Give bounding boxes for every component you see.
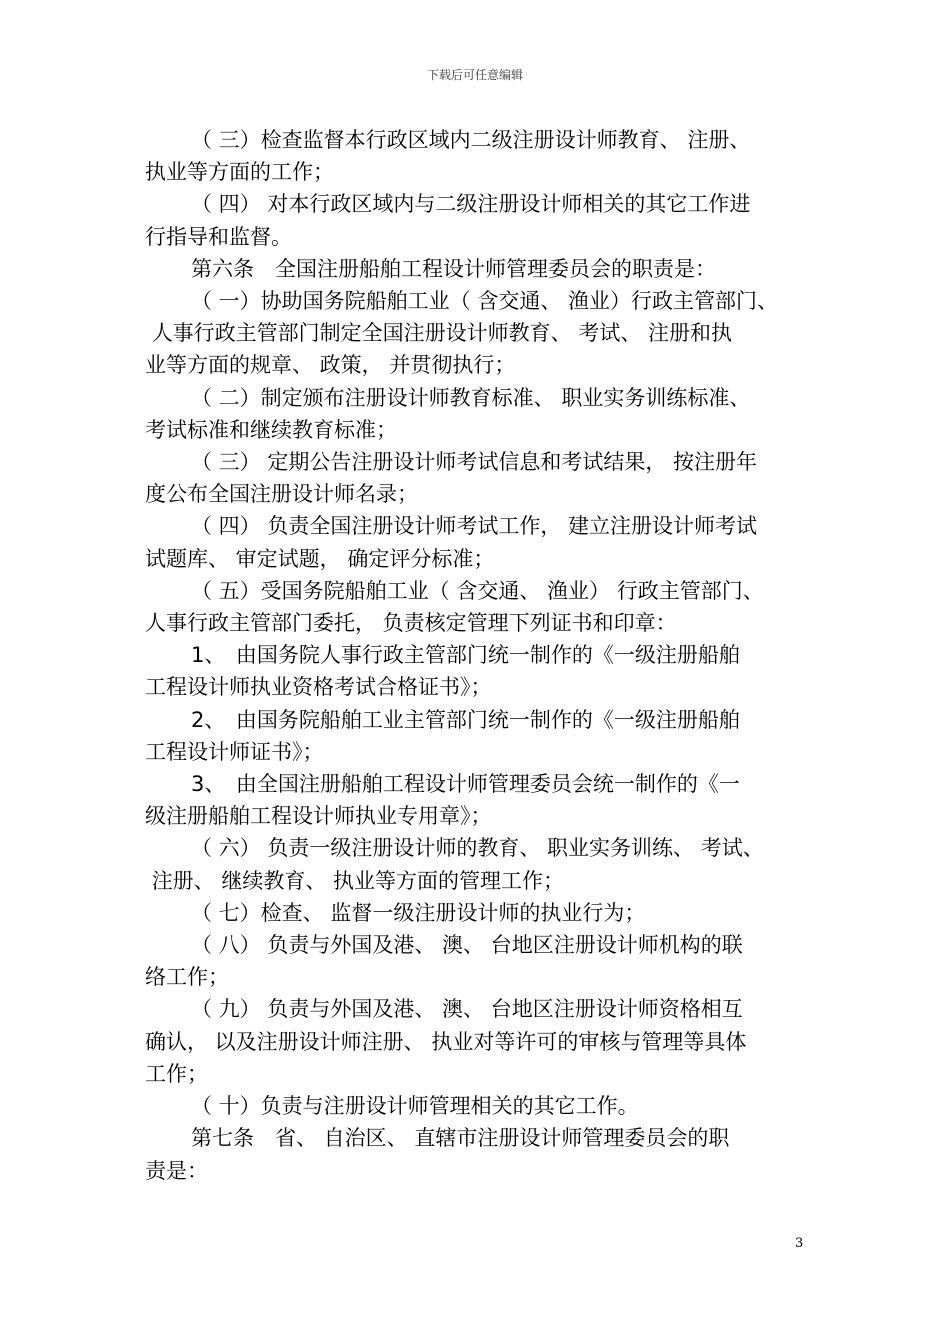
article-heading: 第六条 全国注册船舶工程设计师管理委员会的职责是： xyxy=(191,256,716,281)
list-item: 1、 由国务院人事行政主管部门统一制作的《一级注册船舶 工程设计师执业资格考试合格证书》； xyxy=(145,643,740,700)
page-number: 3 xyxy=(795,1236,804,1251)
paragraph: （ 六） 负责一级注册设计师的教育、 职业实务训练、 考试、 注册、 继续教育、 执业等方面的管理工作； xyxy=(151,836,764,893)
article-heading: 第七条 省、 自治区、 直辖市注册设计师管理委员会的职 责是： xyxy=(145,1126,730,1183)
paragraph: （ 五）受国务院船舶工业（ 含交通、 渔业） 行政主管部门、 人事行政主管部门委托， 负责核定管理下列证书和印章： xyxy=(145,578,764,636)
paragraph: （ 八） 负责与外国及港、 澳、 台地区注册设计师机构的联 络工作； xyxy=(145,933,743,990)
header-note: 下载后可任意编辑 xyxy=(426,68,523,82)
paragraph: （ 三） 定期公告注册设计师考试信息和考试结果， 按注册年 度公布全国注册设计师名录； xyxy=(145,450,758,507)
paragraph: （ 十）负责与注册设计师管理相关的其它工作。 xyxy=(191,1094,639,1119)
paragraph: （ 四） 负责全国注册设计师考试工作， 建立注册设计师考试 试题库、 审定试题， 确定评分标准； xyxy=(145,514,758,571)
list-item: 3、 由全国注册船舶工程设计师管理委员会统一制作的《一 级注册船舶工程设计师执业专用章》； xyxy=(145,772,740,829)
list-item: 2、 由国务院船舶工业主管部门统一制作的《一级注册船舶 工程设计师证书》； xyxy=(145,707,740,764)
paragraph: （ 三）检查监督本行政区域内二级注册设计师教育、 注册、 执业等方面的工作； xyxy=(145,128,751,185)
document-body xyxy=(145,124,825,1187)
paragraph: （ 一）协助国务院船舶工业（ 含交通、 渔业）行政主管部门、 人事行政主管部门制定全国注册设计师教育、 考试、 注册和执 业等方面的规章、 政策， 并贯彻执行； xyxy=(145,289,779,378)
paragraph: （ 二）制定颁布注册设计师教育标准、 职业实务训练标准、 考试标准和继续教育标准； xyxy=(145,385,751,442)
paragraph: （ 七）检查、 监督一级注册设计师的执业行为； xyxy=(191,900,646,925)
paragraph: （ 九） 负责与外国及港、 澳、 台地区注册设计师资格相互 确认， 以及注册设计师注册、 执业对等许可的审核与管理等具体 工作； xyxy=(145,997,747,1086)
paragraph: （ 四） 对本行政区域内与二级注册设计师相关的其它工作进 行指导和监督。 xyxy=(145,192,751,249)
